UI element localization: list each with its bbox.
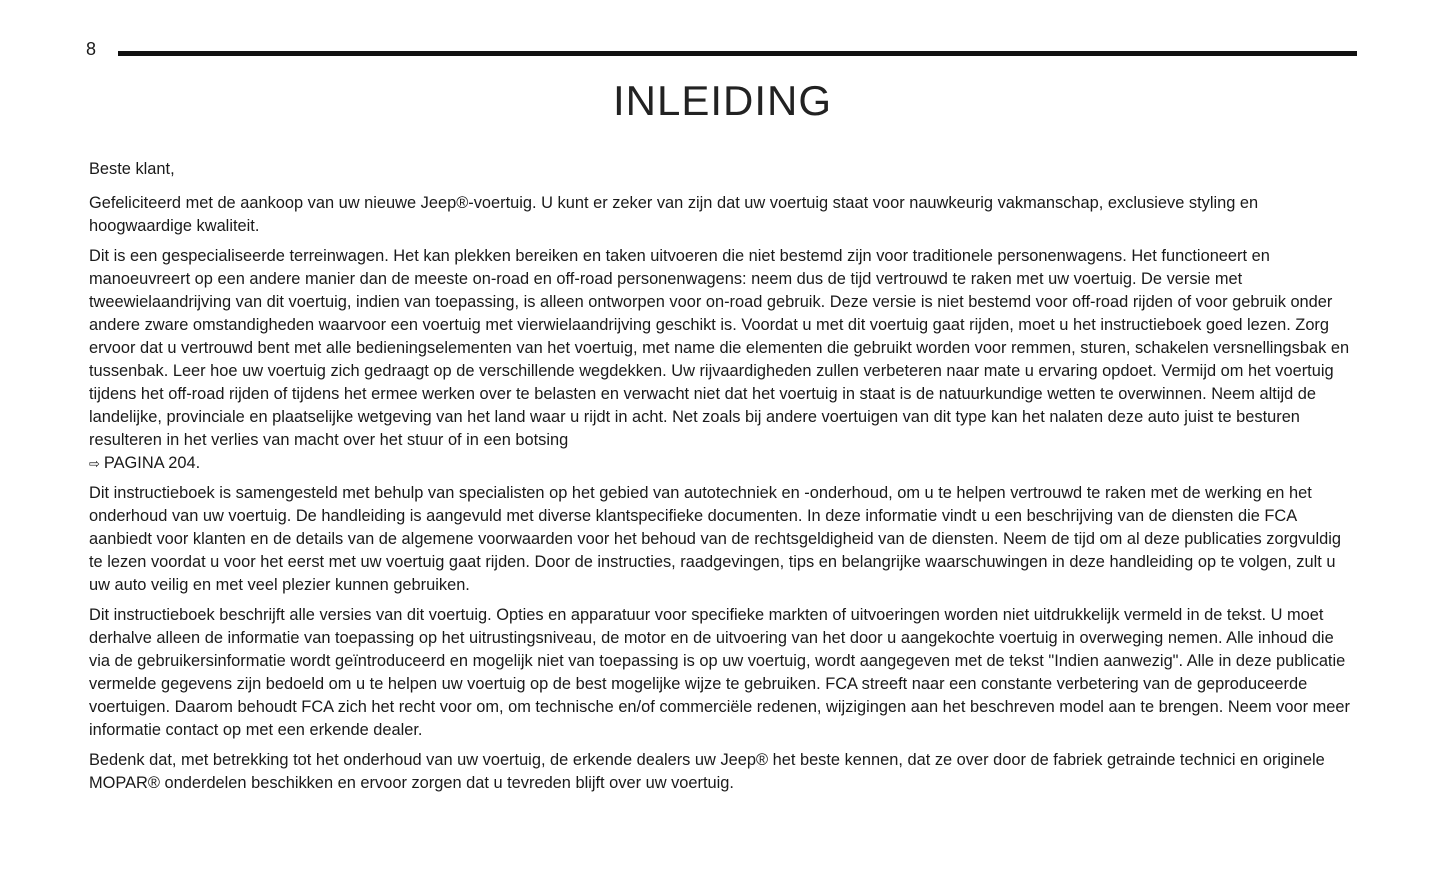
main-content <box>89 158 1357 802</box>
paragraph-dealers: Bedenk dat, met betrekking tot het onderhoud van uw voertuig, de erkende dealers uw Jeep® het beste kennen, dat ze over door de fabriek getrainde technici en originele MOPAR® onderdelen beschikken en ervoor zorgen dat u tevreden blijft over uw voertuig. <box>89 751 1325 792</box>
paragraph-terrain-vehicle-text: Dit is een gespecialiseerde terreinwagen. Het kan plekken bereiken en taken uitvoeren die niet bestemd zijn voor traditionele personenwagens. Het functioneert en manoeuvreert op een andere manier dan de meeste on-road en off-road personenwagens: neem dus de tijd vertrouwd te raken met uw voertuig. De versie met tweewielaandrijving van dit voertuig, indien van toepassing, is alleen ontworpen voor on-road gebruik. Deze versie is niet bestemd voor off-road rijden of voor gebruik onder andere zware omstandigheden waarvoor een voertuig met vierwielaandrijving geschikt is. Voordat u met dit voertuig gaat rijden, moet u het instructieboek goed lezen. Zorg ervoor dat u vertrouwd bent met alle bedieningselementen van het voertuig, met name die elementen die gebruikt worden voor remmen, sturen, schakelen versnellingsbak en tussenbak. Leer hoe uw voertuig zich gedraagt op de verschillende wegdekken. Uw rijvaardigheden zullen verbeteren naar mate u ervaring opdoet. Vermijd om het voertuig tijdens het off-road rijden of tijdens het ermee werken over te belasten en verwacht niet dat het voertuig in staat is de natuurkundige wetten te overwinnen. Neem altijd de landelijke, provinciale en plaatselijke wetgeving van het land waar u rijdt in acht. Net zoals bij andere voertuigen van dit type kan het nalaten deze auto juist te besturen resulteren in het verlies van macht over het stuur of in een botsing <box>89 247 1350 449</box>
page-title: INLEIDING <box>612 77 833 124</box>
page-number: 8 <box>86 39 97 59</box>
paragraph-versions: Dit instructieboek beschrijft alle versies van dit voertuig. Opties en apparatuur voor specifieke markten of uitvoeringen worden niet uitdrukkelijk vermeld in de tekst. U moet derhalve alleen de informatie van toepassing op het uitrustingsniveau, de motor en de uitvoering van het door u aangekochte voertuig in overweging nemen. Alle inhoud die via de gebruikersinformatie wordt geïntroduceerd en mogelijk niet van toepassing is op uw voertuig, wordt aangegeven met de tekst "Indien aanwezig". Alle in deze publicatie vermelde gegevens zijn bedoeld om u te helpen uw voertuig op de best mogelijke wijze te gebruiken. FCA streeft naar een constante verbetering van de geproduceerde voertuigen. Daarom behoudt FCA zich het recht voor om, om technische en/of commerciële redenen, wijzigingen aan het beschreven model aan te brengen. Neem voor meer informatie contact op met een erkende dealer. <box>89 606 1350 739</box>
salutation: Beste klant, <box>89 160 175 178</box>
paragraph-terrain-vehicle <box>89 245 1357 475</box>
paragraph-instruction-book: Dit instructieboek is samengesteld met behulp van specialisten op het gebied van autotechniek en -onderhoud, om u te helpen vertrouwd te raken met de werking en het onderhoud van uw voertuig. De handleiding is aangevuld met diverse klantspecifieke documenten. In deze informatie vindt u een beschrijving van de diensten die FCA aanbiedt voor klanten en de details van de algemene voorwaarden voor het behoud van de rechtsgeldigheid van de diensten. Neem de tijd om al deze publicaties zorgvuldig te lezen voordat u voor het eerst met uw voertuig gaat rijden. Door de instructies, raadgevingen, tips en belangrijke waarschuwingen in deze handleiding op te volgen, zult u uw auto veilig en met veel plezier kunnen gebruiken. <box>89 484 1341 594</box>
page-reference-label: PAGINA 204. <box>103 454 201 472</box>
header-rule <box>118 51 1357 56</box>
paragraph-congratulations: Gefeliciteerd met de aankoop van uw nieuwe Jeep®-voertuig. U kunt er zeker van zijn dat uw voertuig staat voor nauwkeurig vakmanschap, exclusieve styling en hoogwaardige kwaliteit. <box>89 194 1259 235</box>
page-reference-link[interactable] <box>89 454 200 472</box>
arrow-right-icon: ⇨ <box>89 456 100 471</box>
